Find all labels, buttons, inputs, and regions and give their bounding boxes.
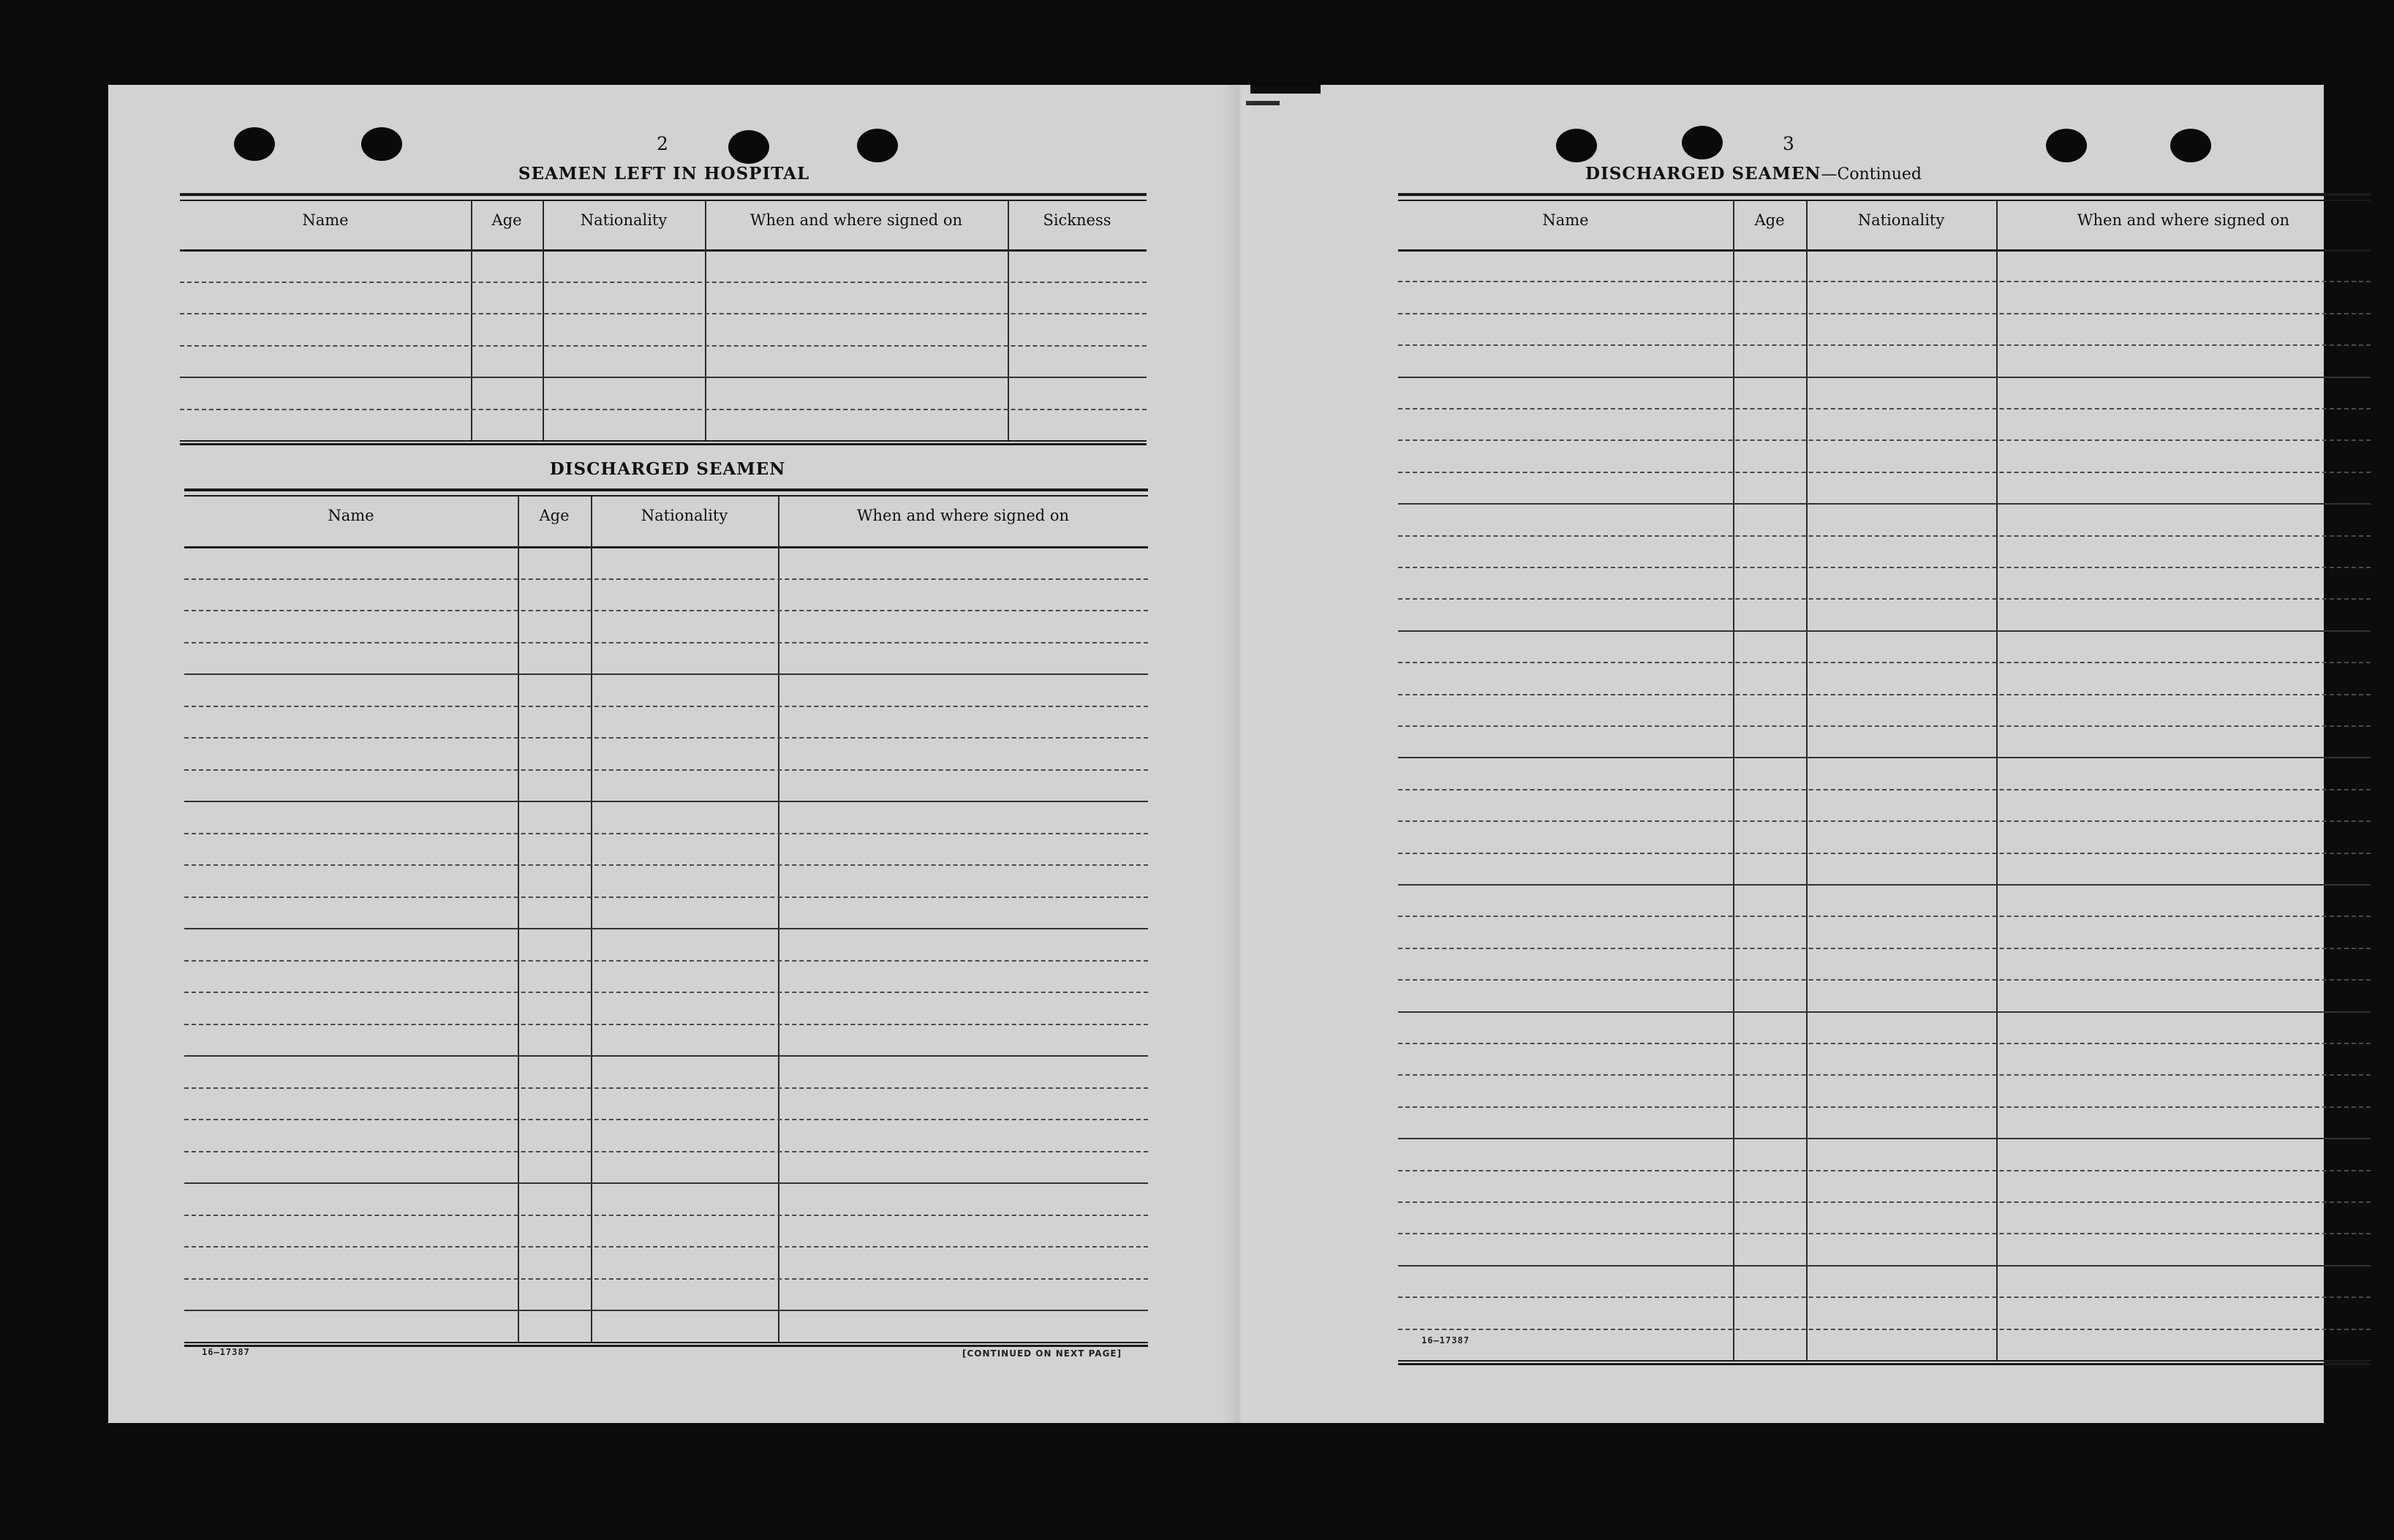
table-row: [184, 610, 1148, 611]
table-header: [184, 497, 1148, 546]
table-row: [184, 1278, 1148, 1280]
table-top-rule: [184, 488, 1148, 497]
column-header: Age: [1754, 211, 1785, 229]
table-row: [1398, 377, 2371, 378]
table-row: [184, 864, 1148, 866]
table-row: [1398, 948, 2371, 949]
table-row: [1398, 1329, 2371, 1330]
table-header: [1398, 201, 2371, 249]
table-row: [184, 737, 1148, 739]
table-row: [1398, 979, 2371, 981]
column-header: Name: [328, 507, 374, 524]
table-row: [1398, 694, 2371, 695]
table-row: [184, 1087, 1148, 1089]
right-page: [1234, 85, 2324, 1423]
table-row: [184, 1182, 1148, 1184]
table-row: [1398, 662, 2371, 663]
table-row: [1398, 344, 2371, 346]
table-row: [1398, 1265, 2371, 1267]
table-row: [184, 833, 1148, 834]
table-row: [184, 1215, 1148, 1216]
table-row: [184, 1119, 1148, 1120]
table-row: [1398, 281, 2371, 282]
table-row: [1398, 408, 2371, 409]
continued-note: [CONTINUED ON NEXT PAGE]: [962, 1348, 1122, 1359]
table-row: [1398, 1296, 2371, 1298]
form-number: 16—17387: [1421, 1335, 1470, 1345]
table-bottom-rule: [180, 440, 1147, 445]
form-number: 16—17387: [202, 1347, 250, 1357]
table-row: [184, 992, 1148, 993]
table-row: [184, 769, 1148, 771]
header-rule: [180, 249, 1147, 252]
table-row: [1398, 1011, 2371, 1013]
table-row: [180, 313, 1147, 314]
table-row: [1398, 1043, 2371, 1044]
table-row: [180, 409, 1147, 410]
header-rule: [184, 546, 1148, 548]
table-row: [180, 377, 1147, 378]
table-row: [1398, 1201, 2371, 1203]
column-header: Nationality: [641, 507, 728, 524]
column-header: Nationality: [1857, 211, 1945, 229]
column-header: When and where signed on: [2077, 211, 2290, 229]
column-divider: [1996, 201, 1998, 1360]
table-row: [1398, 472, 2371, 473]
table-row: [1398, 439, 2371, 441]
table-row: [1398, 313, 2371, 314]
table-row: [184, 1151, 1148, 1152]
column-header: Sickness: [1043, 211, 1111, 229]
table-header: [180, 201, 1147, 249]
scanned-form-sheet: [108, 85, 2324, 1423]
table-row: [184, 1310, 1148, 1311]
table-row: [184, 578, 1148, 580]
table-row: [1398, 1233, 2371, 1234]
table-row: [1398, 884, 2371, 886]
table-row: [1398, 725, 2371, 727]
table-row: [1398, 757, 2371, 758]
table-row: [1398, 503, 2371, 505]
table-bottom-rule: [1398, 1360, 2371, 1365]
column-divider: [705, 201, 706, 440]
left-page: [108, 85, 1220, 1423]
discharged-section-title: DISCHARGED SEAMEN: [549, 459, 786, 479]
table-row: [1398, 1106, 2371, 1108]
table-row: [1398, 789, 2371, 790]
table-top-rule: [180, 193, 1147, 201]
table-row: [184, 1055, 1148, 1057]
table-bottom-rule: [184, 1342, 1148, 1347]
table-row: [184, 642, 1148, 643]
table-row: [1398, 567, 2371, 568]
table-row: [180, 345, 1147, 347]
column-divider: [1806, 201, 1808, 1360]
table-row: [184, 1246, 1148, 1248]
column-header: Age: [491, 211, 522, 229]
section-title: DISCHARGED SEAMEN: [1585, 164, 1821, 184]
column-header: Age: [539, 507, 570, 524]
table-row: [1398, 853, 2371, 854]
table-row: [1398, 820, 2371, 822]
table-row: [1398, 916, 2371, 917]
table-row: [1398, 1074, 2371, 1076]
discharged-continued-table: [1398, 193, 2371, 1334]
table-top-rule: [1398, 193, 2371, 201]
column-header: When and where signed on: [856, 507, 1070, 524]
hospital-section-title: SEAMEN LEFT IN HOSPITAL: [518, 164, 810, 184]
discharged-table: [184, 488, 1148, 1351]
table-row: [184, 897, 1148, 898]
discharged-continued-title: [1585, 164, 1922, 184]
column-header: Nationality: [580, 211, 668, 229]
column-divider: [1008, 201, 1009, 440]
table-row: [184, 706, 1148, 707]
hospital-table: [180, 193, 1147, 442]
table-row: [1398, 598, 2371, 600]
column-header: Name: [1542, 211, 1589, 229]
table-row: [1398, 1138, 2371, 1139]
table-row: [180, 282, 1147, 283]
page-number: 2: [657, 133, 668, 154]
section-title-suffix: —Continued: [1821, 165, 1922, 184]
table-row: [184, 673, 1148, 675]
table-row: [1398, 630, 2371, 632]
column-divider: [1733, 201, 1734, 1360]
table-row: [184, 1024, 1148, 1025]
column-header: Name: [302, 211, 349, 229]
table-row: [184, 960, 1148, 962]
header-rule: [1398, 249, 2371, 252]
column-divider: [471, 201, 472, 440]
table-row: [184, 801, 1148, 802]
table-row: [1398, 1170, 2371, 1171]
table-row: [1398, 535, 2371, 537]
column-divider: [543, 201, 544, 440]
page-number: 3: [1783, 133, 1794, 154]
column-header: When and where signed on: [749, 211, 963, 229]
table-row: [184, 928, 1148, 929]
